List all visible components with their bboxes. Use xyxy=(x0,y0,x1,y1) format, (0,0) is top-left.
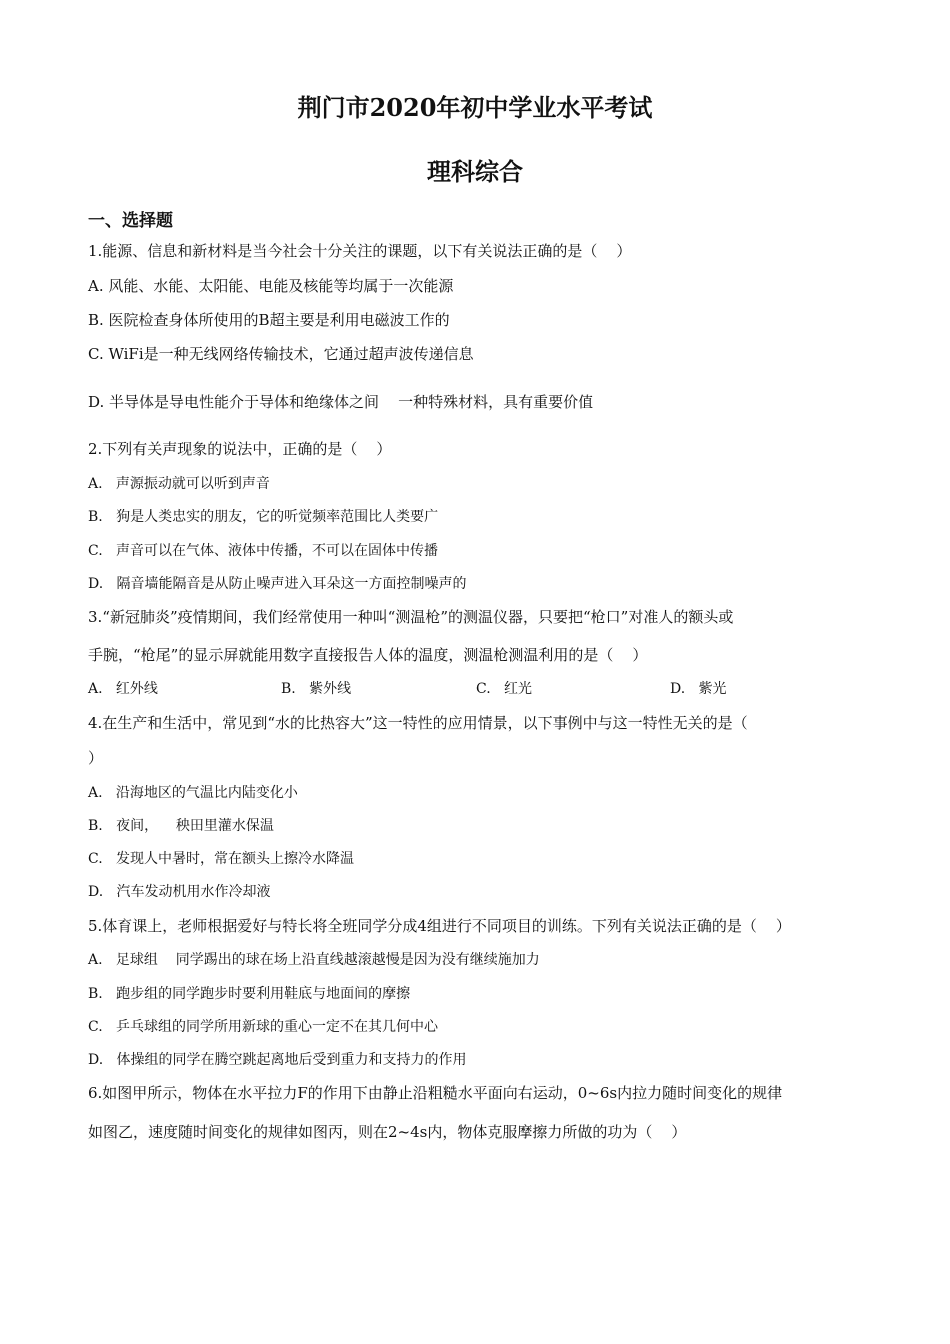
question-4-option-b: B. 夜间， 秧田里灌水保温 xyxy=(88,818,274,834)
question-1-option-d: D. 半导体是导电性能介于导体和绝缘体之间 一种特殊材料，具有重要价值 xyxy=(88,393,594,411)
question-3-option-c: C. 红光 xyxy=(476,681,533,697)
question-5-option-a: A. 足球组 同学踢出的球在场上沿直线越滚越慢是因为没有继续施加力 xyxy=(88,952,540,968)
question-1-option-a: A. 风能、水能、太阳能、电能及核能等均属于一次能源 xyxy=(88,277,454,295)
question-2-stem: 2.下列有关声现象的说法中，正确的是（ ） xyxy=(88,440,392,458)
question-5-option-c: C. 乒乓球组的同学所用新球的重心一定不在其几何中心 xyxy=(88,1019,439,1035)
exam-subtitle: 理科综合 xyxy=(427,157,523,186)
question-1-option-c: C. WiFi是一种无线网络传输技术，它通过超声波传递信息 xyxy=(88,345,474,363)
question-6-stem-line1: 6.如图甲所示，物体在水平拉力F的作用下由静止沿粗糙水平面向右运动，0~6s内拉力随时间变化的规律 xyxy=(88,1084,783,1102)
question-5-option-b: B. 跑步组的同学跑步时要利用鞋底与地面间的摩擦 xyxy=(88,986,411,1002)
question-4-stem-line2: ） xyxy=(88,749,104,767)
question-3-option-d: D. 紫光 xyxy=(670,681,727,697)
question-4-option-a: A. 沿海地区的气温比内陆变化小 xyxy=(88,785,298,801)
question-3-stem-line1: 3.“新冠肺炎”疫情期间，我们经常使用一种叫“测温枪”的测温仪器，只要把“枪口”对准人的额头或 xyxy=(88,608,734,626)
question-2-option-a: A. 声源振动就可以听到声音 xyxy=(88,476,270,492)
question-4-option-d: D. 汽车发动机用水作冷却液 xyxy=(88,884,271,900)
question-3-option-b: B. 紫外线 xyxy=(281,681,352,697)
question-4-option-c: C. 发现人中暑时，常在额头上擦冷水降温 xyxy=(88,851,355,867)
question-4-stem-line1: 4.在生产和生活中，常见到“水的比热容大”这一特性的应用情景，以下事例中与这一特性无关的是（ xyxy=(88,714,748,732)
question-1-stem: 1.能源、信息和新材料是当今社会十分关注的课题，以下有关说法正确的是（ ） xyxy=(88,242,632,260)
question-2-option-d: D. 隔音墙能隔音是从防止噪声进入耳朵这一方面控制噪声的 xyxy=(88,576,467,592)
question-5-option-d: D. 体操组的同学在腾空跳起离地后受到重力和支持力的作用 xyxy=(88,1052,467,1068)
question-2-option-b: B. 狗是人类忠实的朋友，它的听觉频率范围比人类要广 xyxy=(88,509,439,525)
section-heading: 一、选择题 xyxy=(88,211,173,231)
question-1-option-b: B. 医院检查身体所使用的B超主要是利用电磁波工作的 xyxy=(88,311,450,329)
question-2-option-c: C. 声音可以在气体、液体中传播，不可以在固体中传播 xyxy=(88,543,439,559)
exam-title: 荆门市2020年初中学业水平考试 xyxy=(297,93,653,122)
question-5-stem: 5.体育课上，老师根据爱好与特长将全班同学分成4组进行不同项目的训练。下列有关说法正确的是（ ） xyxy=(88,917,791,935)
question-6-stem-line2: 如图乙，速度随时间变化的规律如图丙，则在2~4s内，物体克服摩擦力所做的功为（ ） xyxy=(88,1123,687,1141)
question-3-stem-line2: 手腕，“枪尾”的显示屏就能用数字直接报告人体的温度，测温枪测温利用的是（ ） xyxy=(88,646,648,664)
question-3-option-a: A. 红外线 xyxy=(88,681,158,697)
